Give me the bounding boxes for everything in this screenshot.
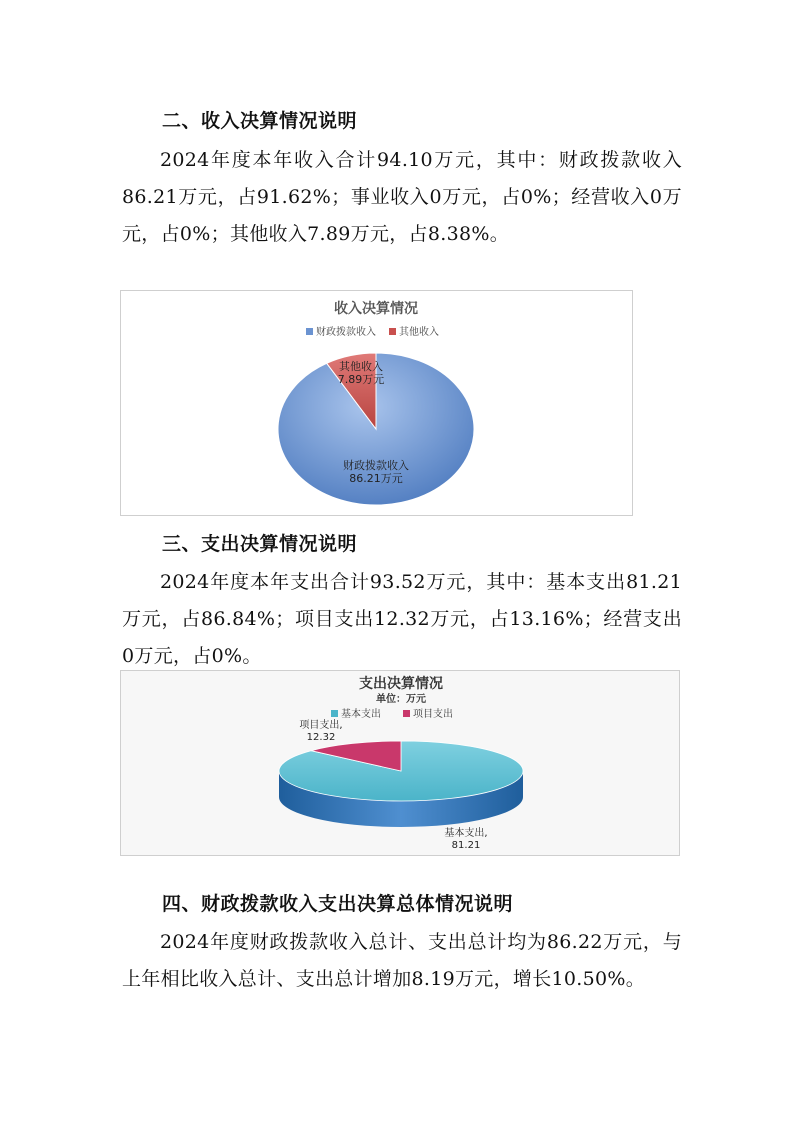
expense-legend-swatch (331, 710, 338, 717)
expense-legend-label: 项目支出 (413, 709, 453, 720)
income-chart-title: 收入决算情况 (334, 301, 418, 317)
income-section-paragraph: 2024年度本年收入合计94.10万元，其中：财政拨款收入86.21万元，占91.62%；事业收入0万元，占0%；经营收入0万元，占0%；其他收入7.89万元，占8.38%。 (122, 149, 682, 245)
expense-chart (120, 670, 680, 856)
income-legend-label: 财政拨款收入 (316, 327, 376, 338)
income-chart (120, 290, 633, 516)
fiscal-section-heading: 四、财政拨款收入支出决算总体情况说明 (162, 893, 514, 915)
expense-data-label: 12.32 (306, 732, 336, 743)
expense-data-label: 基本支出, (444, 828, 488, 839)
expense-data-label: 81.21 (451, 840, 481, 851)
expense-section-heading: 三、支出决算情况说明 (162, 533, 358, 555)
expense-chart-unit: 单位：万元 (376, 694, 426, 705)
income-legend-label: 其他收入 (399, 327, 439, 338)
income-data-label: 86.21万元 (349, 472, 403, 485)
fiscal-section-paragraph: 2024年度财政拨款收入总计、支出总计均为86.22万元，与上年相比收入总计、支出总计增加8.19万元，增长10.50%。 (122, 931, 682, 990)
income-pie-chart (121, 291, 632, 515)
income-data-label: 财政拨款收入 (343, 459, 409, 472)
expense-data-label: 项目支出, (299, 720, 343, 731)
income-legend-swatch (389, 328, 396, 335)
income-legend-swatch (306, 328, 313, 335)
expense-legend-swatch (403, 710, 410, 717)
expense-section-paragraph: 2024年度本年支出合计93.52万元，其中：基本支出81.21万元，占86.84%；项目支出12.32万元，占13.16%；经营支出0万元，占0%。 (122, 571, 682, 667)
expense-pie-chart (121, 671, 679, 855)
expense-legend-label: 基本支出 (341, 709, 381, 720)
income-data-label: 其他收入 (339, 360, 383, 373)
income-data-label: 7.89万元 (337, 373, 385, 386)
expense-chart-title: 支出决算情况 (359, 676, 443, 692)
income-section-heading: 二、收入决算情况说明 (162, 110, 358, 132)
